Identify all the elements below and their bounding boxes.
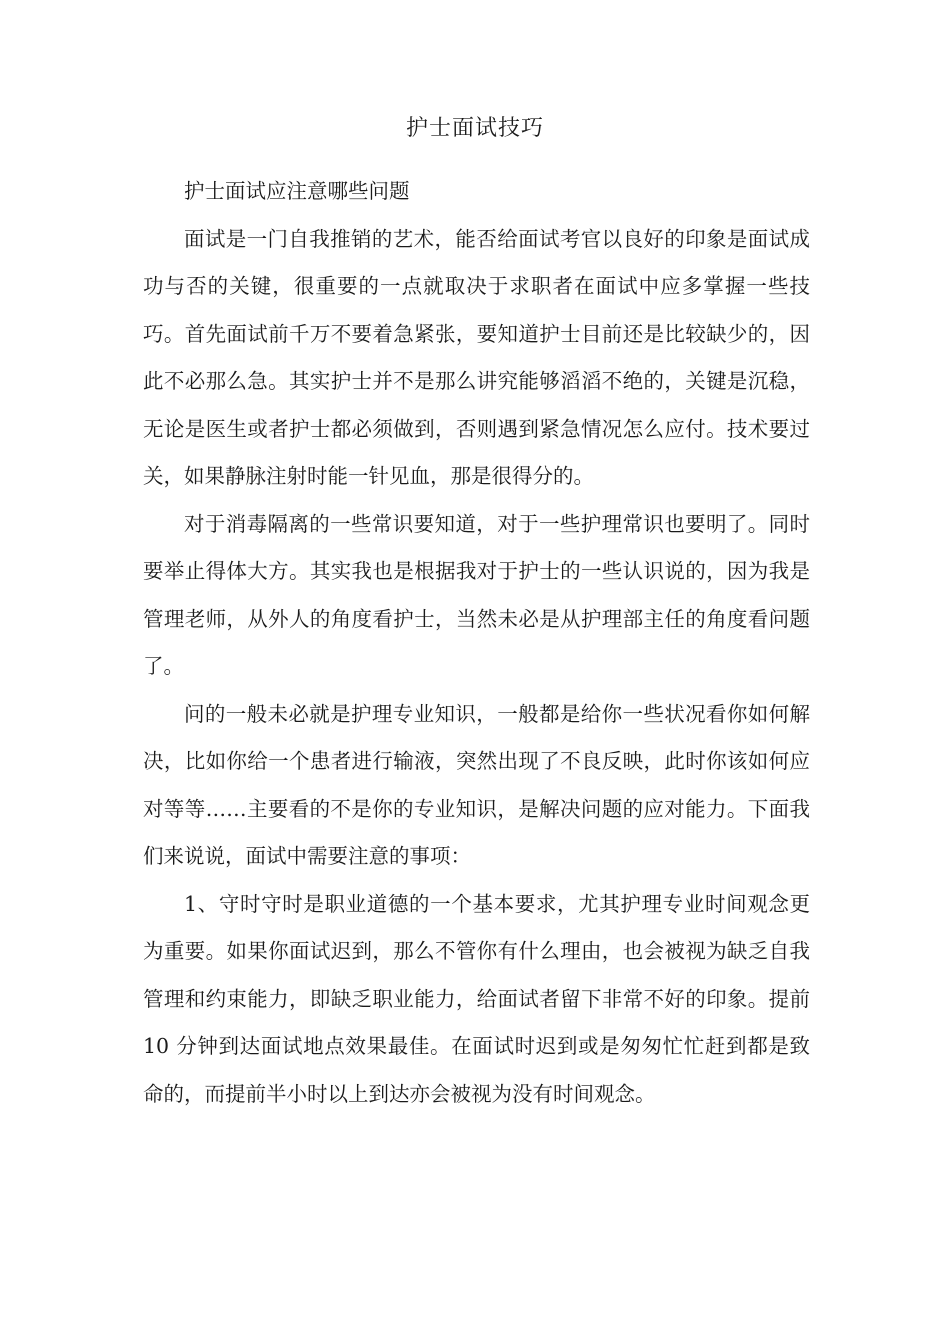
subheading: 护士面试应注意哪些问题 bbox=[184, 179, 410, 203]
paragraph: 面试是一门自我推销的艺术，能否给面试考官以良好的印象是面试成功与否的关键，很重要的一点就取决于求职者在面试中应多掌握一些技巧。首先面试前千万不要着急紧张，要知道护士目前还是比较缺少的，因此不必那么急。其实护士并不是那么讲究能够滔滔不绝的，关键是沉稳，无论是医生或者护士都必须做到，否则遇到紧急情况怎么应付。技术要过关，如果静脉注射时能一针见血，那是很得分的。 bbox=[143, 226, 810, 488]
paragraph: 1、守时守时是职业道德的一个基本要求，尤其护理专业时间观念更为重要。如果你面试迟到，那么不管你有什么理由，也会被视为缺乏自我管理和约束能力，即缺乏职业能力，给面试者留下非常不好的印象。提前 10 分钟到达面试地点效果最佳。在面试时迟到或是匆匆忙忙赶到都是致命的，而提前半小时以上到达亦会被视为没有时间观念。 bbox=[143, 891, 810, 1106]
document-body bbox=[143, 168, 810, 1118]
paragraph: 问的一般未必就是护理专业知识，一般都是给你一些状况看你如何解决，比如你给一个患者进行输液，突然出现了不良反映，此时你该如何应对等等……主要看的不是你的专业知识，是解决问题的应对能力。下面我们来说说，面试中需要注意的事项： bbox=[143, 701, 810, 868]
document-title: 护士面试技巧 bbox=[405, 116, 544, 141]
paragraph: 对于消毒隔离的一些常识要知道，对于一些护理常识也要明了。同时要举止得体大方。其实我也是根据我对于护士的一些认识说的，因为我是管理老师，从外人的角度看护士，当然未必是从护理部主任的角度看问题了。 bbox=[143, 511, 810, 678]
